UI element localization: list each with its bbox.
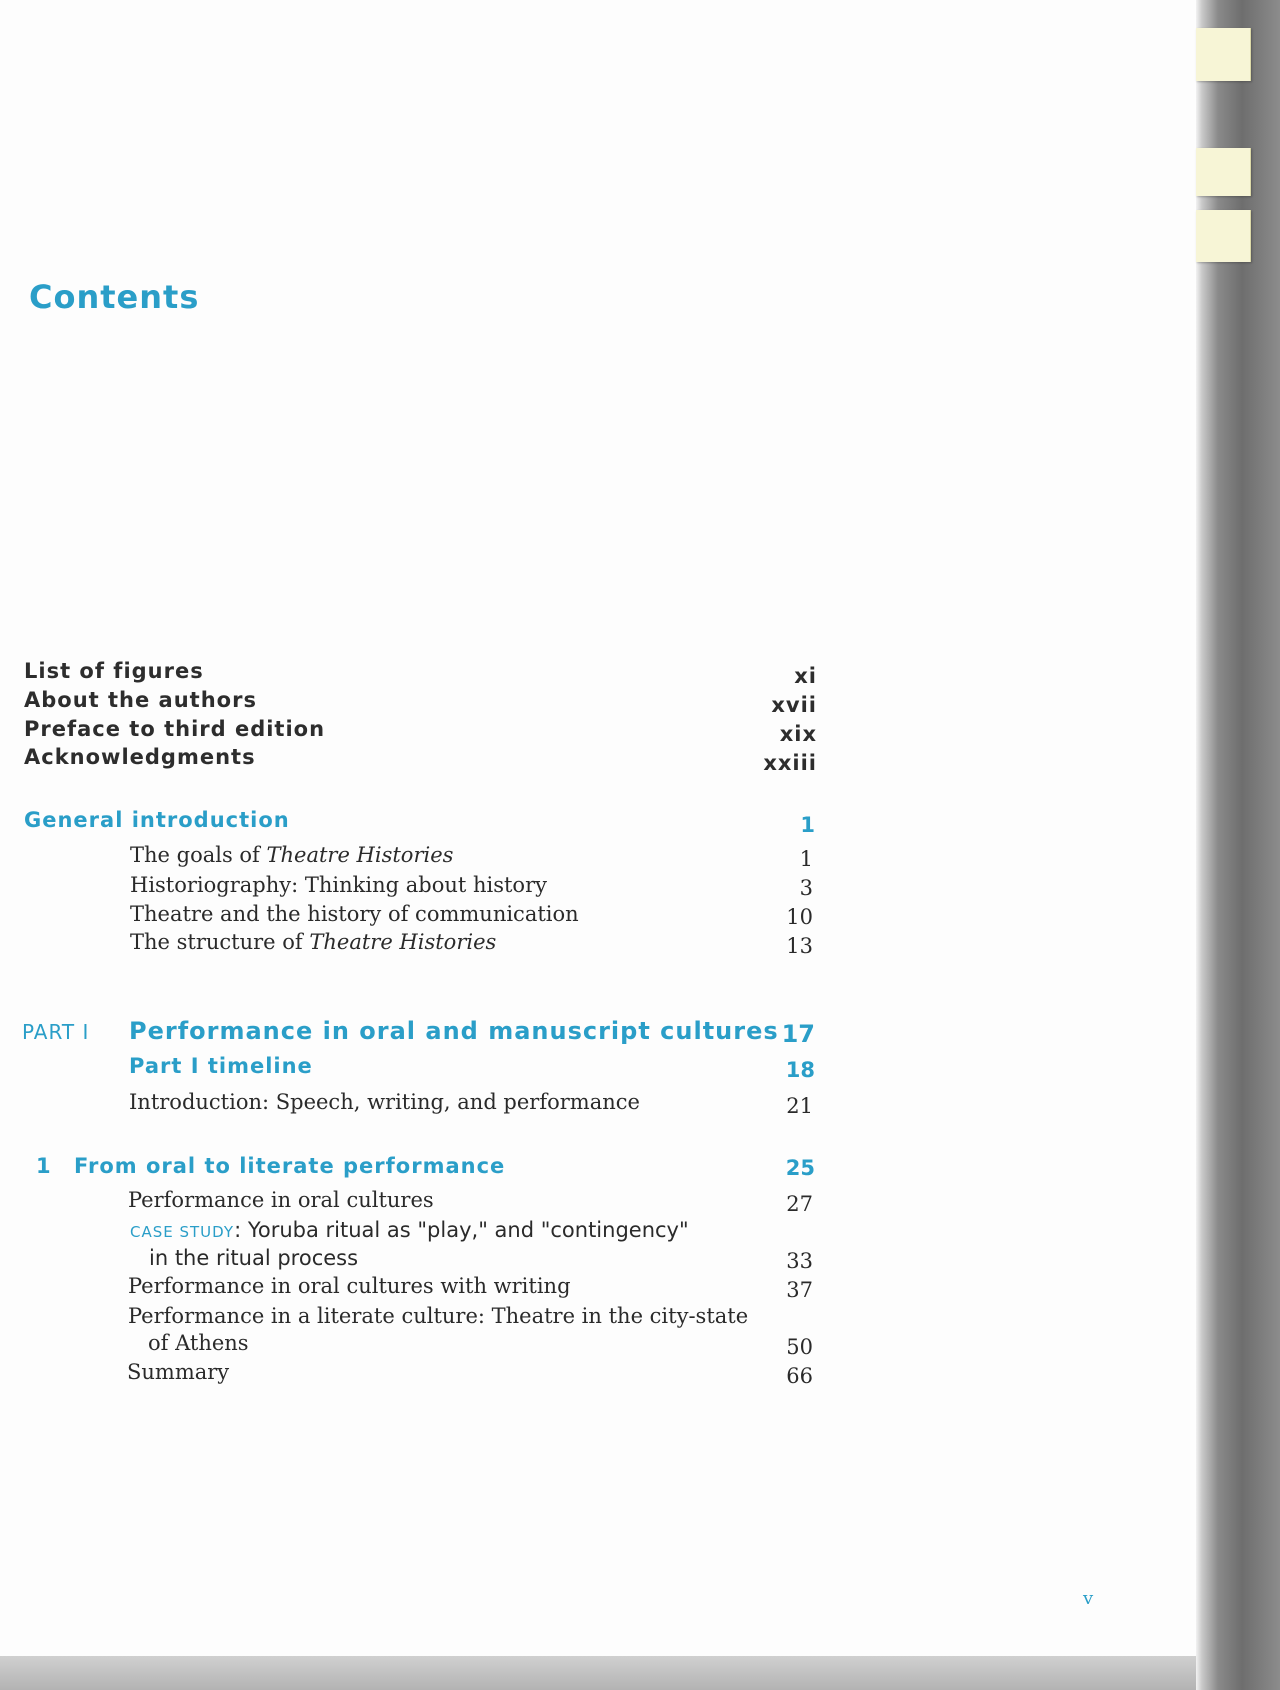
toc-entry-list-of-figures[interactable]: List of figures: [24, 659, 204, 683]
toc-entry-theatre-communication[interactable]: Theatre and the history of communication: [130, 902, 579, 926]
page-number: xi: [794, 664, 817, 688]
toc-entry-goals[interactable]: [130, 843, 453, 867]
book-title: Theatre Histories: [266, 843, 454, 867]
entry-text-continuation: of Athens: [148, 1331, 249, 1355]
toc-entry-summary[interactable]: Summary: [127, 1360, 230, 1384]
entry-text-continuation: in the ritual process: [149, 1246, 359, 1270]
page-number: 18: [785, 1058, 815, 1082]
chapter-title[interactable]: From oral to literate performance: [74, 1154, 506, 1178]
part-title[interactable]: Performance in oral and manuscript cultures: [129, 1017, 779, 1045]
case-study-label: CASE STUDY: [130, 1223, 235, 1241]
page-number: 27: [786, 1192, 813, 1216]
toc-entry-about-the-authors[interactable]: About the authors: [24, 688, 257, 712]
page-number: 25: [785, 1156, 815, 1180]
folio-page-number: v: [1083, 1588, 1094, 1609]
page-number: xxiii: [763, 751, 817, 775]
entry-text: The structure of: [130, 930, 310, 954]
page-number: 33: [786, 1249, 813, 1273]
page-number: 50: [786, 1335, 813, 1359]
page-number: 17: [781, 1020, 815, 1048]
toc-entry-historiography[interactable]: Historiography: Thinking about history: [130, 873, 547, 897]
entry-text: :: [234, 1218, 242, 1242]
toc-entry-case-study[interactable]: [130, 1218, 689, 1242]
sticky-tab: [1196, 148, 1251, 196]
page-number: 1: [800, 813, 815, 837]
sticky-tab: [1196, 28, 1251, 81]
toc-entry-oral-cultures-writing[interactable]: Performance in oral cultures with writing: [128, 1274, 571, 1298]
page-title: Contents: [29, 278, 200, 316]
page-number: 13: [786, 934, 813, 958]
page-number: 3: [799, 876, 813, 900]
page-number: xix: [779, 722, 817, 746]
sticky-tab: [1196, 210, 1251, 262]
book-title: Theatre Histories: [309, 930, 497, 954]
entry-text: Yoruba ritual as "play," and "contingency": [241, 1218, 689, 1242]
page-number: 10: [786, 905, 813, 929]
toc-entry-part-1-timeline[interactable]: Part I timeline: [129, 1054, 313, 1078]
page-number: 37: [786, 1278, 813, 1302]
entry-text: The goals of: [130, 843, 267, 867]
toc-entry-acknowledgments[interactable]: Acknowledgments: [24, 745, 256, 769]
part-label: PART I: [22, 1020, 90, 1044]
page-bottom-edge: [0, 1656, 1198, 1690]
page-number: 1: [799, 847, 813, 871]
toc-entry-structure[interactable]: [130, 930, 496, 954]
toc-entry-oral-cultures[interactable]: Performance in oral cultures: [128, 1188, 434, 1212]
toc-entry-preface[interactable]: Preface to third edition: [24, 717, 326, 741]
page-number: 21: [786, 1094, 813, 1118]
toc-entry-introduction[interactable]: Introduction: Speech, writing, and performance: [129, 1090, 640, 1114]
chapter-number: 1: [36, 1154, 52, 1178]
page-number: 66: [786, 1364, 813, 1388]
page-number: xvii: [771, 693, 817, 717]
section-heading-general-introduction[interactable]: General introduction: [24, 808, 290, 832]
toc-entry-literate-culture[interactable]: Performance in a literate culture: Theatre in the city-state: [128, 1304, 749, 1328]
